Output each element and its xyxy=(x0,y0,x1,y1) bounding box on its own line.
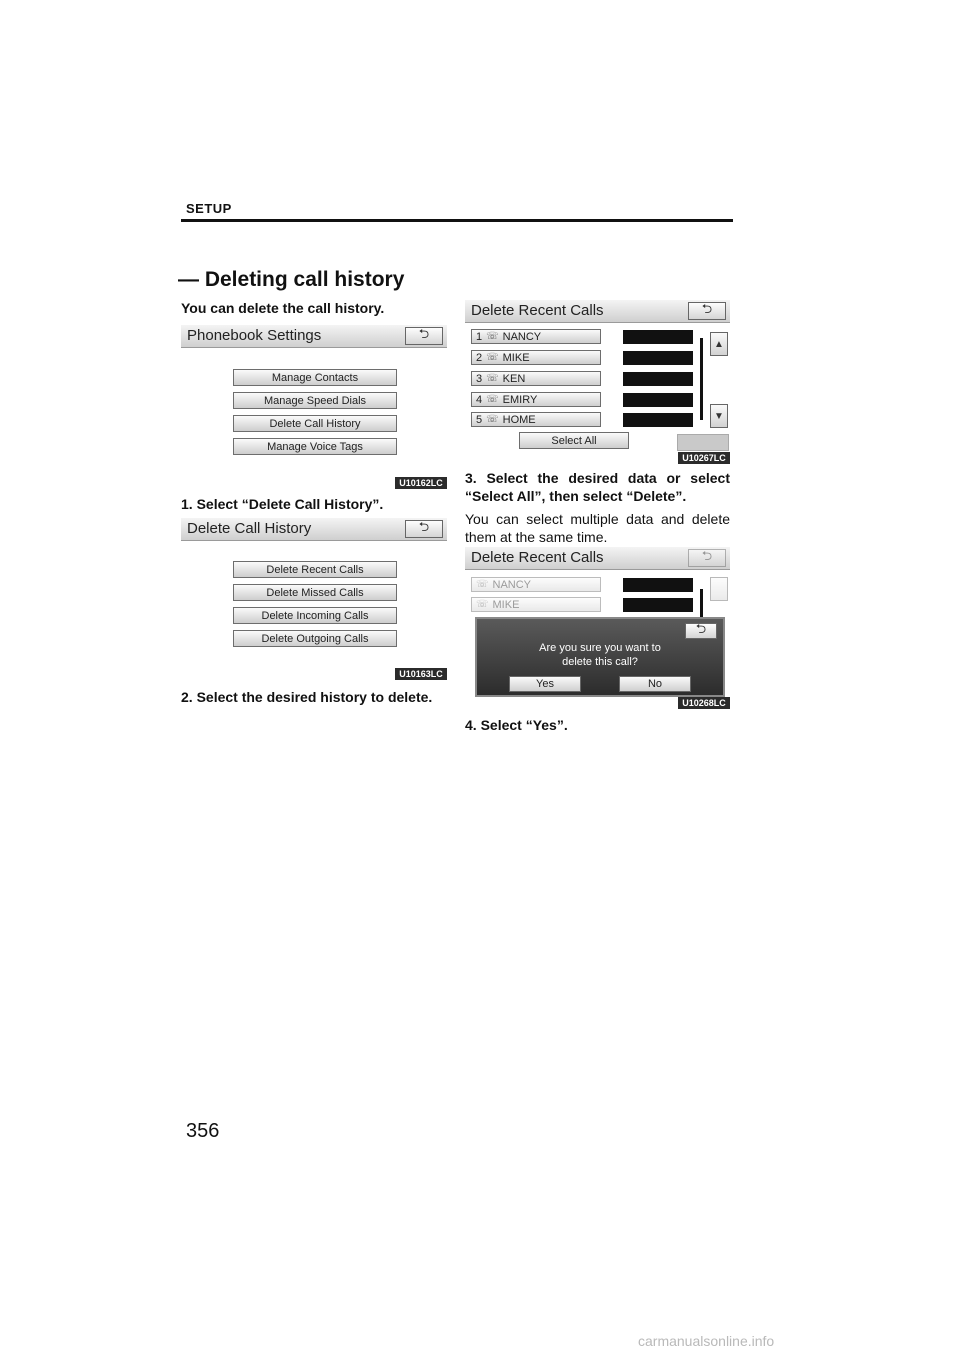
back-arrow-icon: ⮌ xyxy=(701,301,713,316)
confirm-dialog xyxy=(475,617,725,697)
no-button[interactable]: No xyxy=(619,676,691,692)
list-item[interactable] xyxy=(471,329,601,344)
back-button xyxy=(688,549,726,567)
select-all-button[interactable]: Select All xyxy=(519,432,629,449)
screen-title: Delete Recent Calls xyxy=(471,302,604,319)
delete-missed-calls-button[interactable]: Delete Missed Calls xyxy=(233,584,397,601)
screen-title: Delete Recent Calls xyxy=(471,549,604,566)
list-item-name: MIKE xyxy=(492,598,520,611)
dialog-back-button[interactable] xyxy=(685,623,717,639)
scroll-up-button xyxy=(710,577,728,601)
phone-icon: ☏ xyxy=(486,394,499,405)
screen-titlebar xyxy=(465,547,730,570)
list-item xyxy=(471,597,601,612)
back-button[interactable] xyxy=(405,327,443,345)
arrow-up-icon: ▲ xyxy=(714,338,724,350)
list-item-name: EMIRY xyxy=(502,393,538,406)
list-item-number: 4 xyxy=(476,393,483,406)
screen-title: Delete Call History xyxy=(187,520,312,537)
back-arrow-icon: ⮌ xyxy=(418,326,430,341)
scrollbar xyxy=(700,589,703,619)
screen-titlebar xyxy=(181,325,447,348)
phone-icon: ☏ xyxy=(486,373,499,384)
figure-code: U10267LC xyxy=(678,452,730,464)
delete-outgoing-calls-button[interactable]: Delete Outgoing Calls xyxy=(233,630,397,647)
figure-code: U10162LC xyxy=(395,477,447,489)
phone-icon: ☏ xyxy=(476,579,489,590)
watermark: carmanualsonline.info xyxy=(638,1333,775,1349)
delete-call-history-button[interactable]: Delete Call History xyxy=(233,415,397,432)
header-rule xyxy=(181,219,733,222)
page-heading: — Deleting call history xyxy=(178,268,405,291)
phone-icon: ☏ xyxy=(476,599,489,610)
list-item-detail xyxy=(623,351,693,365)
list-item[interactable] xyxy=(471,350,601,365)
manage-contacts-button[interactable]: Manage Contacts xyxy=(233,369,397,386)
scrollbar[interactable] xyxy=(700,338,703,420)
list-item-number: 3 xyxy=(476,372,483,385)
manage-voice-tags-button[interactable]: Manage Voice Tags xyxy=(233,438,397,455)
list-item-number: 2 xyxy=(476,351,483,364)
list-item-name: NANCY xyxy=(492,578,532,591)
phone-icon: ☏ xyxy=(486,331,499,342)
phonebook-settings-screen xyxy=(181,325,447,490)
list-item-detail xyxy=(623,330,693,344)
step-2: 2. Select the desired history to delete. xyxy=(181,689,433,705)
list-item-detail xyxy=(623,413,693,427)
list-item-detail xyxy=(623,598,693,612)
dialog-message: Are you sure you want to delete this call? xyxy=(539,642,661,668)
screen-title: Phonebook Settings xyxy=(187,327,322,344)
list-item-name: MIKE xyxy=(502,351,530,364)
step-3-note: You can select multiple data and delete them at the same time. xyxy=(465,511,730,545)
manage-speed-dials-button[interactable]: Manage Speed Dials xyxy=(233,392,397,409)
phone-icon: ☏ xyxy=(486,414,499,425)
scroll-down-button[interactable] xyxy=(710,404,728,428)
delete-button[interactable] xyxy=(677,434,729,451)
arrow-down-icon: ▼ xyxy=(714,410,724,422)
step-1: 1. Select “Delete Call History”. xyxy=(181,496,384,512)
list-item-detail xyxy=(623,393,693,407)
back-arrow-icon: ⮌ xyxy=(418,519,430,534)
screen-titlebar xyxy=(181,518,447,541)
intro-text: You can delete the call history. xyxy=(181,300,385,316)
step-3: 3. Select the desired data or select “Select All”, then select “Delete”. xyxy=(465,470,730,504)
list-item-name: NANCY xyxy=(502,330,542,343)
list-item[interactable] xyxy=(471,392,601,407)
list-item-detail xyxy=(623,372,693,386)
list-item-number: 1 xyxy=(476,330,483,343)
figure-code: U10163LC xyxy=(395,668,447,680)
list-item-name: HOME xyxy=(502,413,536,426)
step-4: 4. Select “Yes”. xyxy=(465,717,568,733)
list-item[interactable] xyxy=(471,371,601,386)
back-arrow-icon: ⮌ xyxy=(695,621,707,636)
delete-call-history-screen xyxy=(181,518,447,683)
delete-recent-calls-button[interactable]: Delete Recent Calls xyxy=(233,561,397,578)
delete-incoming-calls-button[interactable]: Delete Incoming Calls xyxy=(233,607,397,624)
yes-button[interactable]: Yes xyxy=(509,676,581,692)
list-item-detail xyxy=(623,578,693,592)
back-button[interactable] xyxy=(688,302,726,320)
section-label: SETUP xyxy=(186,201,232,216)
page-number: 356 xyxy=(186,1120,220,1142)
list-item-name: KEN xyxy=(502,372,526,385)
list-item-number: 5 xyxy=(476,413,483,426)
delete-confirm-screen xyxy=(465,547,730,709)
figure-code: U10268LC xyxy=(678,697,730,709)
screen-titlebar xyxy=(465,300,730,323)
scroll-up-button[interactable] xyxy=(710,332,728,356)
list-item[interactable] xyxy=(471,412,601,427)
list-item xyxy=(471,577,601,592)
back-button[interactable] xyxy=(405,520,443,538)
phone-icon: ☏ xyxy=(486,352,499,363)
delete-recent-calls-screen xyxy=(465,300,730,465)
back-arrow-icon: ⮌ xyxy=(701,548,713,563)
